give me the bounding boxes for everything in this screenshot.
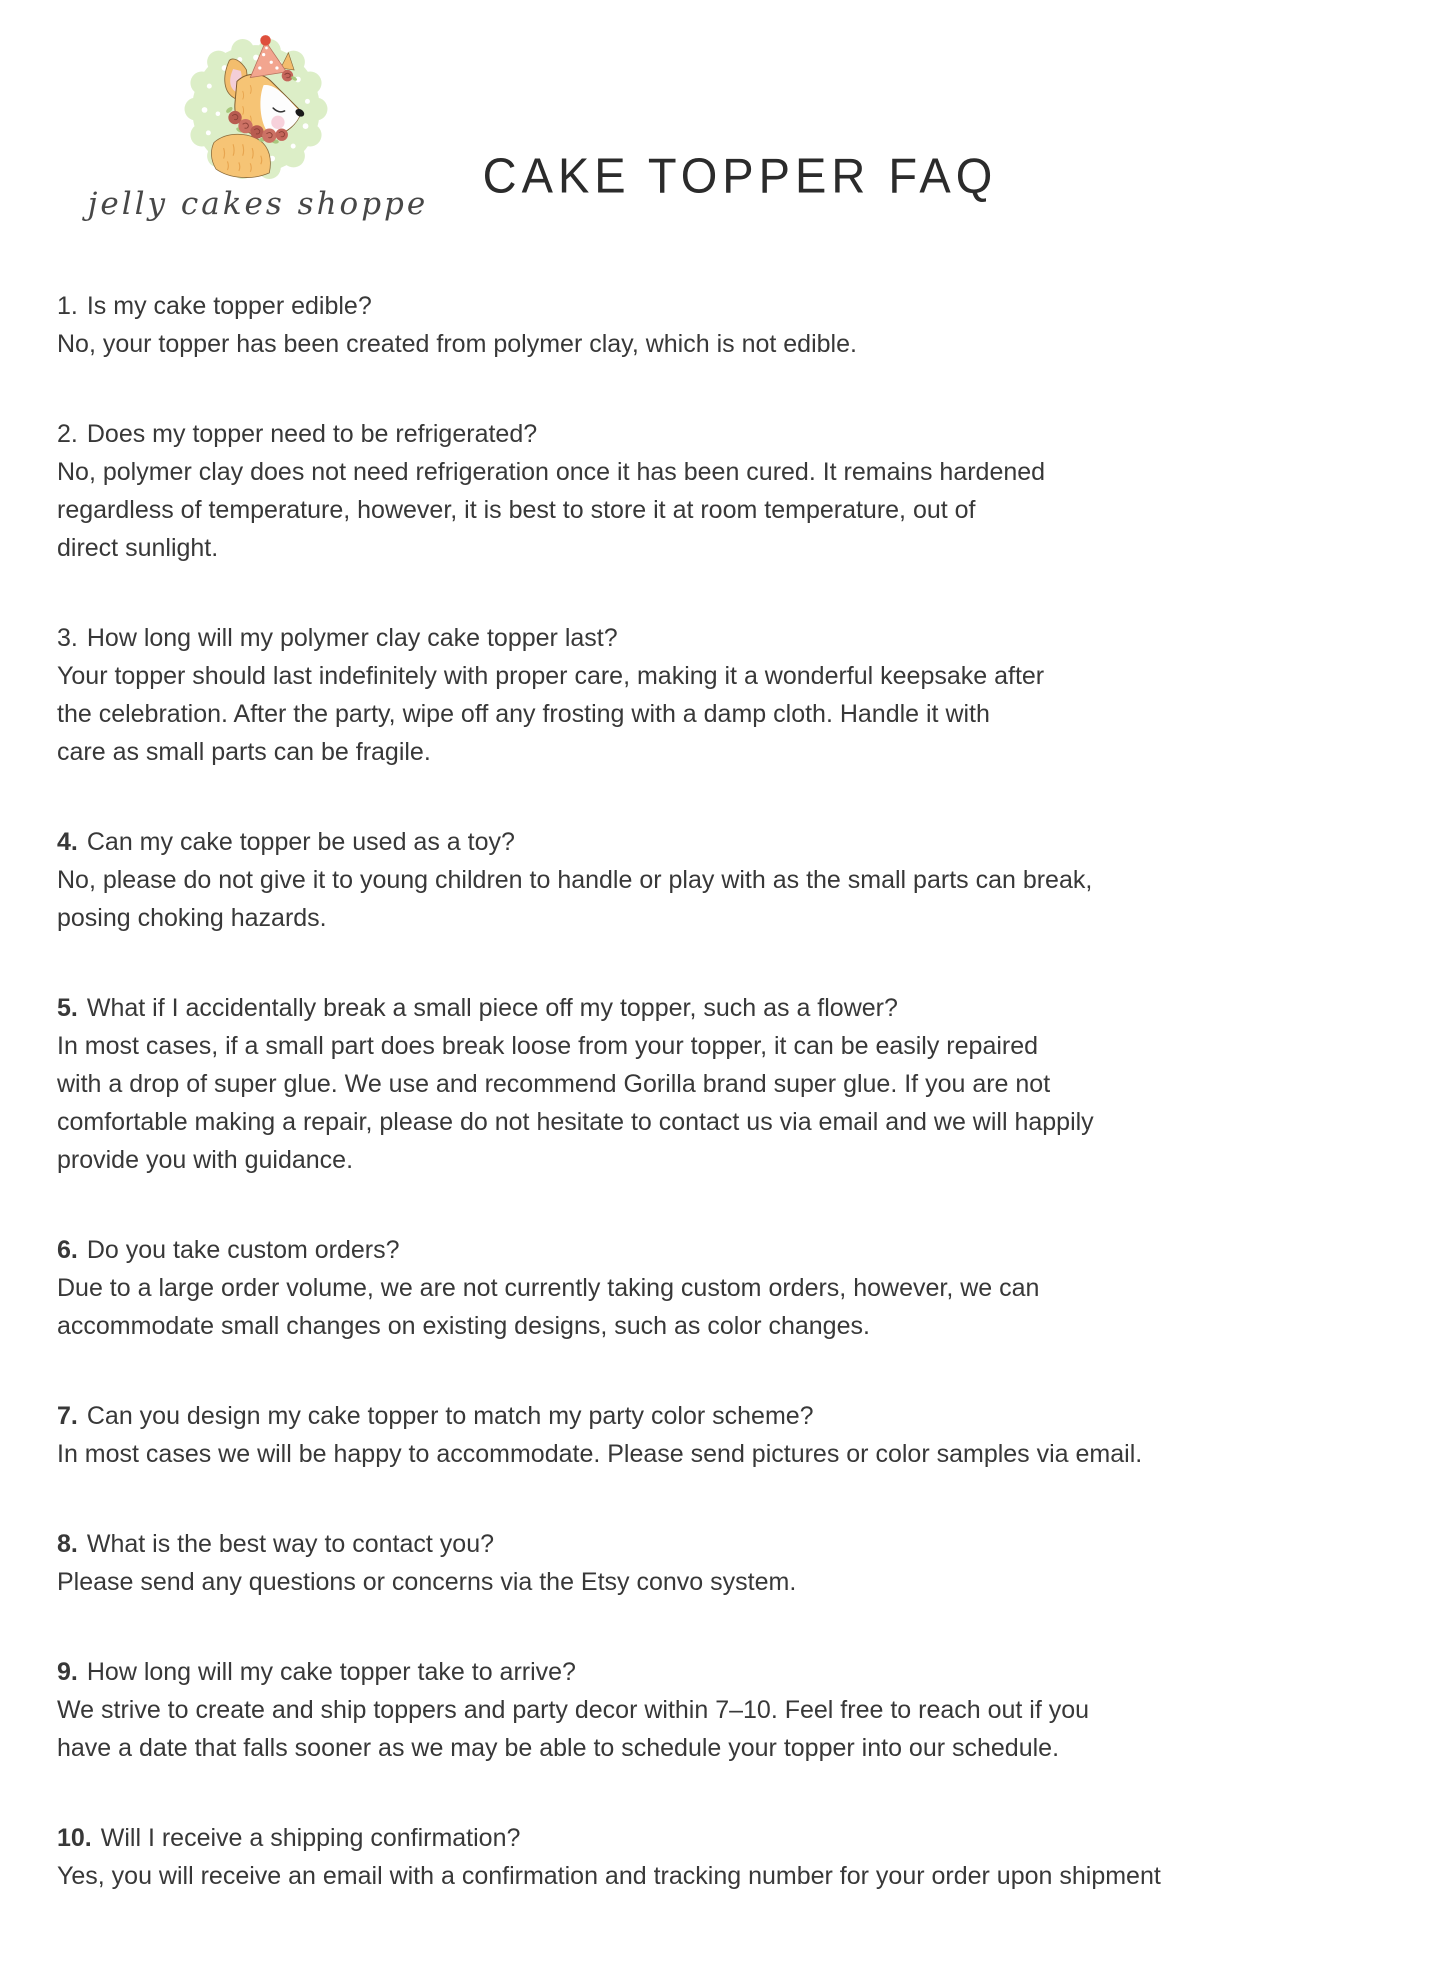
brand-name: jelly cakes shoppe [87,186,429,222]
faq-question [57,1819,1425,1857]
faq-list [57,287,1425,1947]
faq-answer-line: have a date that falls sooner as we may be able to schedule your topper into our schedule. [57,1734,1060,1762]
faq-question [57,1397,1425,1435]
faq-number: 3. [57,624,78,652]
faq-number: 10. [57,1824,92,1852]
faq-question [57,823,1425,861]
faq-answer-line: We strive to create and ship toppers and party decor within 7–10. Feel free to reach out if you [57,1696,1090,1724]
faq-answer [57,1857,1425,1895]
faq-question [57,1653,1425,1691]
faq-number: 7. [57,1402,78,1430]
faq-answer [57,1027,1425,1179]
faq-answer [57,325,1425,363]
faq-number: 6. [57,1236,78,1264]
faq-item [57,989,1425,1179]
faq-answer-line: Your topper should last indefinitely with proper care, making it a wonderful keepsake after [57,662,1045,690]
faq-answer-line: Due to a large order volume, we are not currently taking custom orders, however, we can [57,1274,1040,1302]
faq-answer-line: care as small parts can be fragile. [57,738,431,766]
fox-wreath-logo-illustration [170,28,342,190]
brand-logo [170,28,342,190]
faq-answer-line: Please send any questions or concerns via the Etsy convo system. [57,1568,797,1596]
faq-question [57,989,1425,1027]
faq-question-text: Can my cake topper be used as a toy? [86,828,515,856]
faq-number: 1. [57,292,78,320]
faq-answer-line: No, polymer clay does not need refrigeration once it has been cured. It remains hardened [57,458,1046,486]
faq-answer [57,1435,1425,1473]
faq-number: 4. [57,828,78,856]
faq-question [57,415,1425,453]
faq-item [57,1397,1425,1473]
faq-item [57,415,1425,567]
faq-answer [57,453,1425,567]
faq-number: 2. [57,420,78,448]
faq-question-text: How long will my cake topper take to arrive? [86,1658,576,1686]
faq-question-text: What if I accidentally break a small piece off my topper, such as a flower? [86,994,898,1022]
faq-item [57,1819,1425,1895]
faq-question-text: Is my cake topper edible? [86,292,372,320]
faq-answer-line: accommodate small changes on existing designs, such as color changes. [57,1312,870,1340]
faq-question [57,1525,1425,1563]
faq-number: 8. [57,1530,78,1558]
faq-answer-line: with a drop of super glue. We use and recommend Gorilla brand super glue. If you are not [57,1070,1051,1098]
faq-question [57,1231,1425,1269]
faq-answer-line: the celebration. After the party, wipe off any frosting with a damp cloth. Handle it with [57,700,990,728]
faq-question-text: Does my topper need to be refrigerated? [86,420,538,448]
hat-pom-pom [260,35,270,45]
faq-item [57,1231,1425,1345]
faq-answer [57,1563,1425,1601]
faq-item [57,823,1425,937]
faq-number: 5. [57,994,78,1022]
faq-question-text: What is the best way to contact you? [86,1530,495,1558]
faq-answer-line: comfortable making a repair, please do not hesitate to contact us via email and we will happily [57,1108,1094,1136]
faq-item [57,1525,1425,1601]
faq-question-text: How long will my polymer clay cake topper last? [86,624,618,652]
faq-answer-line: Yes, you will receive an email with a confirmation and tracking number for your order upon shipment [57,1862,1161,1890]
faq-item [57,287,1425,363]
faq-answer-line: direct sunlight. [57,534,219,562]
faq-answer-line: In most cases, if a small part does break loose from your topper, it can be easily repaired [57,1032,1039,1060]
faq-answer [57,1691,1425,1767]
document-header [0,0,1445,287]
faq-item [57,1653,1425,1767]
faq-question [57,287,1425,325]
faq-question-text: Can you design my cake topper to match my party color scheme? [86,1402,814,1430]
faq-answer [57,861,1425,937]
faq-answer-line: regardless of temperature, however, it is best to store it at room temperature, out of [57,496,976,524]
faq-answer-line: posing choking hazards. [57,904,327,932]
faq-answer [57,1269,1425,1345]
faq-answer-line: provide you with guidance. [57,1146,354,1174]
faq-answer-line: No, your topper has been created from polymer clay, which is not edible. [57,330,857,358]
faq-item [57,619,1425,771]
faq-answer-line: In most cases we will be happy to accommodate. Please send pictures or color samples via email. [57,1440,1143,1468]
faq-question-text: Do you take custom orders? [86,1236,400,1264]
fox-cheek [271,116,284,129]
faq-answer [57,657,1425,771]
faq-question-text: Will I receive a shipping confirmation? [100,1824,521,1852]
faq-answer-line: No, please do not give it to young children to handle or play with as the small parts can break, [57,866,1093,894]
page-title: CAKE TOPPER FAQ [482,147,998,204]
faq-number: 9. [57,1658,78,1686]
faq-question [57,619,1425,657]
